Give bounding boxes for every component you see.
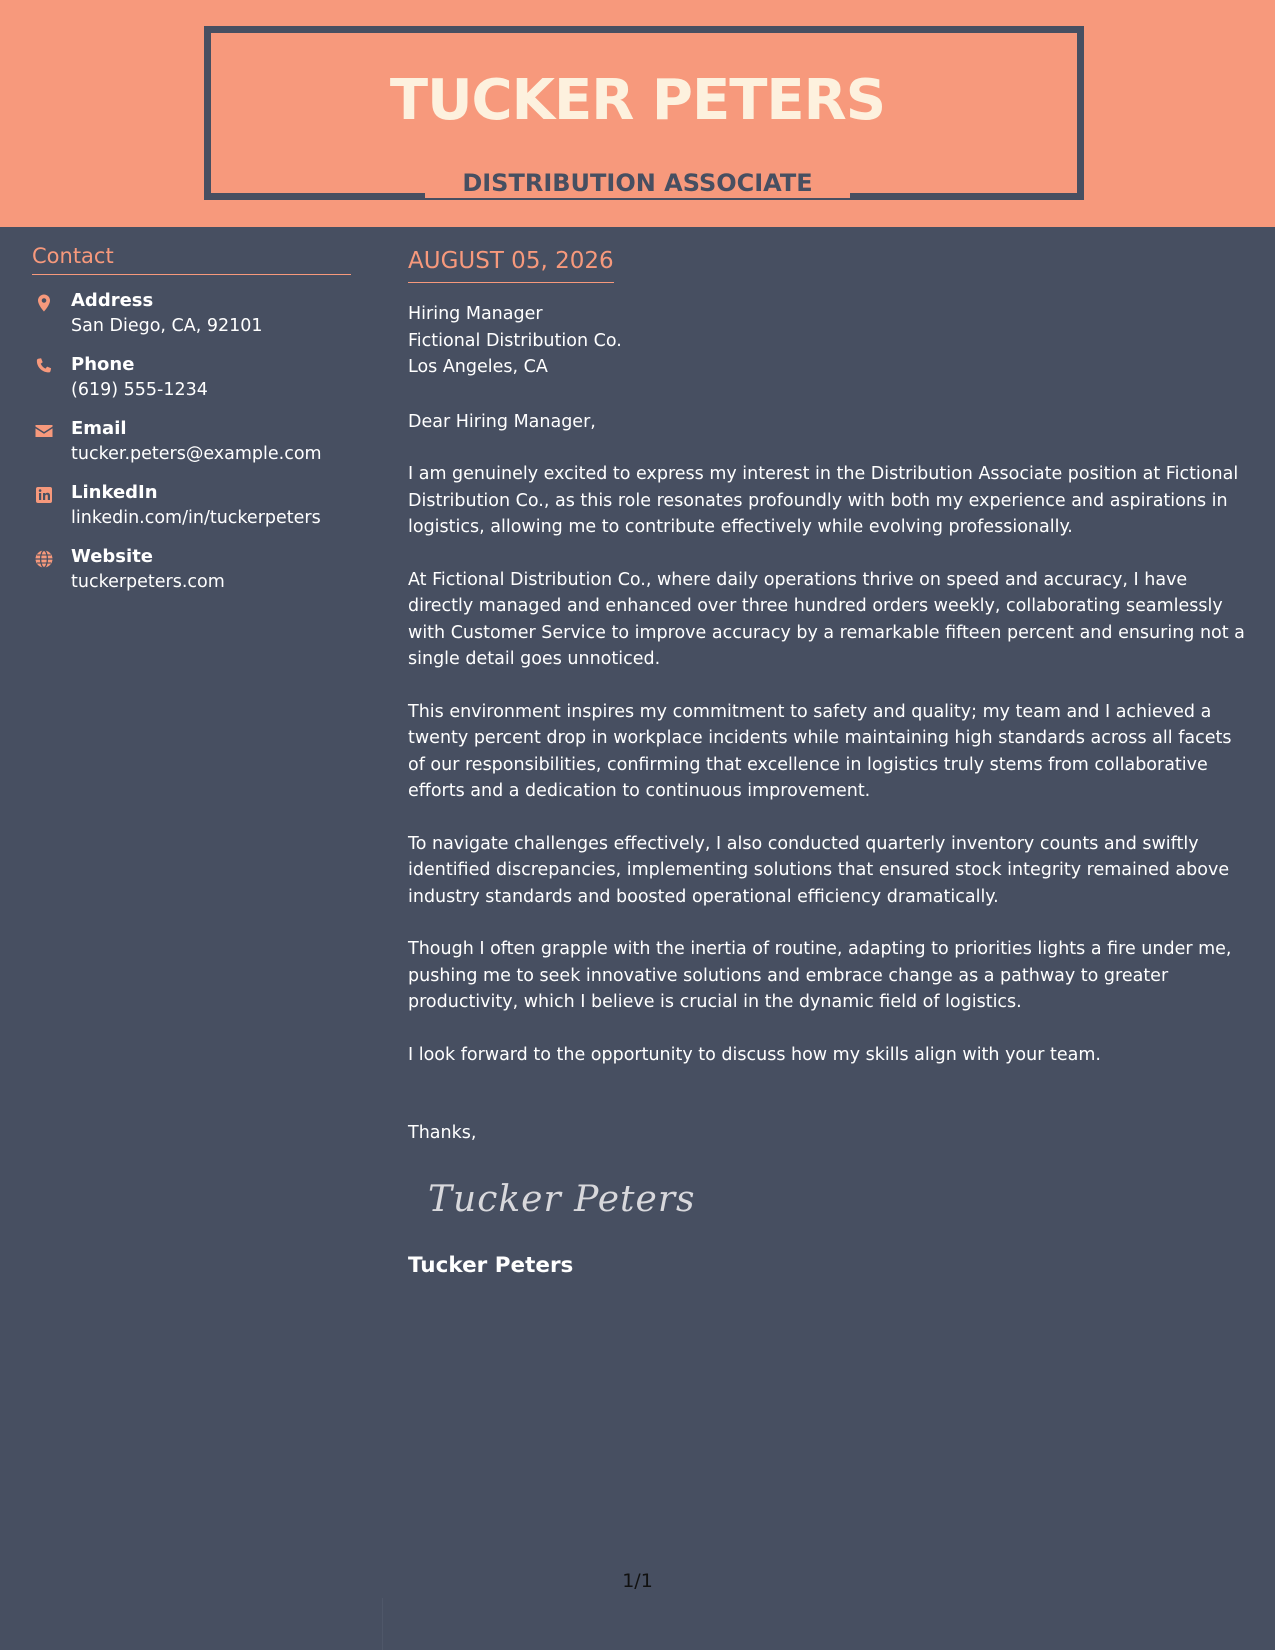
job-title: DISTRIBUTION ASSOCIATE: [462, 169, 813, 197]
map-pin-icon: [34, 293, 54, 313]
letter-paragraph: This environment inspires my commitment to safety and quality; my team and I achieved a twenty percent drop in workplace incidents while maintaining high standards across all facets of our responsibilities, confirming that excellence in logistics truly stems from collaborative efforts and a dedication to continuous improvement.: [408, 701, 1232, 801]
closing: Thanks,: [408, 1123, 477, 1143]
phone-icon: [34, 357, 54, 377]
contact-website: [32, 545, 351, 595]
recipient-block: [408, 301, 1253, 381]
footer-divider: [382, 1598, 383, 1650]
globe-icon: [34, 549, 54, 569]
contact-email-value[interactable]: tucker.peters@example.com: [71, 444, 322, 464]
contact-address-value: San Diego, CA, 92101: [71, 316, 263, 336]
contact-phone-label: Phone: [71, 354, 135, 375]
contact-phone-value: (619) 555-1234: [71, 380, 208, 400]
contact-phone: [32, 353, 351, 403]
envelope-icon: [34, 421, 54, 441]
contact-address: [32, 289, 351, 339]
contact-heading: Contact: [32, 242, 351, 275]
header-banner: [0, 0, 1275, 227]
salutation: Dear Hiring Manager,: [408, 411, 596, 432]
letter-paragraph: To navigate challenges effectively, I also conducted quarterly inventory counts and swiftly identified discrepancies, implementing solutions that ensured stock integrity remained above industry standards and boosted operational efficiency dramatically.: [408, 833, 1230, 907]
applicant-name: TUCKER PETERS: [389, 68, 886, 133]
contact-address-label: Address: [71, 290, 154, 311]
letter-paragraph: I look forward to the opportunity to discuss how my skills align with your team.: [408, 1044, 1101, 1065]
letter-body: [408, 245, 1253, 1281]
linkedin-icon: [34, 485, 54, 505]
contact-website-value[interactable]: tuckerpeters.com: [71, 572, 225, 592]
letter-date: AUGUST 05, 2026: [408, 245, 614, 283]
letter-paragraph: I am genuinely excited to express my interest in the Distribution Associate position at Fictional Distribution Co., as this role resonates profoundly with both my experience and aspirations in logistics, allowing me to contribute effectively while evolving professionally.: [408, 464, 1239, 537]
contact-linkedin-value[interactable]: linkedin.com/in/tuckerpeters: [71, 508, 321, 528]
handwritten-signature: Tucker Peters: [428, 1178, 696, 1220]
recipient-line: Los Angeles, CA: [408, 357, 548, 377]
signer-name: Tucker Peters: [408, 1252, 574, 1278]
letter-paragraph: Though I often grapple with the inertia of routine, adapting to priorities lights a fire under me, pushing me to seek innovative solutions and embrace change as a pathway to greater productivity, which I believe is crucial in the dynamic field of logistics.: [408, 939, 1232, 1012]
page-number: 1/1: [622, 1570, 653, 1592]
recipient-line: Fictional Distribution Co.: [408, 330, 622, 351]
recipient-line: Hiring Manager: [408, 304, 543, 324]
contact-sidebar: [32, 242, 351, 595]
contact-email: [32, 417, 351, 467]
contact-website-label: Website: [71, 546, 154, 567]
contact-linkedin: [32, 481, 351, 531]
contact-linkedin-label: LinkedIn: [71, 482, 158, 503]
contact-email-label: Email: [71, 418, 127, 439]
letter-paragraph: At Fictional Distribution Co., where daily operations thrive on speed and accuracy, I have directly managed and enhanced over three hundred orders weekly, collaborating seamlessly with Customer Service to improve accuracy by a remarkable fifteen percent and ensuring not a single detail goes unnoticed.: [408, 569, 1245, 669]
